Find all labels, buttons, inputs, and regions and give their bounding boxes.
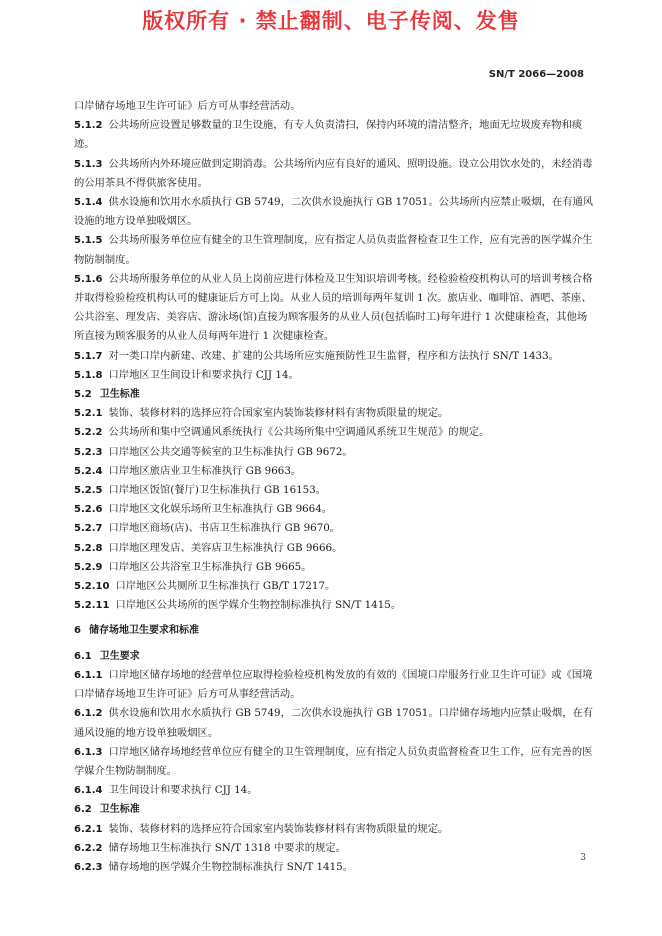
clause-5-2-8 bbox=[74, 539, 594, 558]
clause-text: 对一类口岸内新建、改建、扩建的公共场所应实施预防性卫生监督，程序和方法执行 SN/T 1433。 bbox=[108, 349, 559, 362]
clause-text: 口岸地区公共场所的医学媒介生物控制标准执行 SN/T 1415。 bbox=[115, 599, 402, 612]
clause-5-2-5 bbox=[74, 481, 594, 500]
clause-number: 5.2.4 bbox=[74, 465, 103, 477]
clause-6-1-4 bbox=[74, 781, 594, 800]
clause-number: 5.1.7 bbox=[74, 350, 103, 362]
clause-text: 公共场所服务单位的从业人员上岗前应进行体检及卫生知识培训考核。经检验检疫机构认可的培训考核合格并取得检验检疫机构认可的健康证后方可上岗。从业人员的培训每两年复训 1 次。旅店业、咖啡馆、酒吧、茶座、公共浴室、理发店、美容店、游泳场(馆)直接为顾客服务的从业人员(包括临时工)每年进行 1 次健康检查，其他场所直接为顾客服务的从业人员每两年进行 1 次健康检查。 bbox=[74, 272, 593, 343]
clause-text: 口岸地区卫生间设计和要求执行 CJJ 14。 bbox=[108, 368, 299, 381]
clause-number: 6.2.1 bbox=[74, 823, 103, 835]
clause-text: 口岸地区理发店、美容店卫生标准执行 GB 9666。 bbox=[108, 541, 343, 554]
page-number: 3 bbox=[580, 853, 586, 863]
clause-number: 6.2.3 bbox=[74, 861, 103, 873]
clause-number: 6 bbox=[74, 625, 81, 637]
copyright-banner: 版权所有 · 禁止翻制、电子传阅、发售 bbox=[142, 9, 520, 33]
section-heading-6 bbox=[74, 621, 594, 640]
clause-number: 5.2.2 bbox=[74, 427, 103, 439]
clause-number: 5.1.8 bbox=[74, 369, 103, 381]
clause-text: 口岸地区公共交通等候室的卫生标准执行 GB 9672。 bbox=[108, 445, 353, 458]
clause-6-2-3 bbox=[74, 858, 594, 877]
paragraph bbox=[74, 97, 594, 116]
clause-text: 供水设施和饮用水水质执行 GB 5749，二次供水设施执行 GB 17051。口岸储存场地内应禁止吸烟，在有通风设施的地方设单独吸烟区。 bbox=[74, 707, 594, 739]
clause-5-1-4 bbox=[74, 193, 594, 231]
clause-5-2-11 bbox=[74, 596, 594, 615]
clause-text: 供水设施和饮用水水质执行 GB 5749，二次供水设施执行 GB 17051。公共场所内应禁止吸烟，在有通风设施的地方设单独吸烟区。 bbox=[74, 196, 594, 228]
clause-number: 5.1.5 bbox=[74, 235, 103, 247]
clause-number: 5.2.10 bbox=[74, 581, 110, 593]
clause-6-2-1 bbox=[74, 820, 594, 839]
clause-number: 5.1.6 bbox=[74, 273, 103, 285]
clause-5-2-1 bbox=[74, 404, 594, 423]
clause-text: 口岸地区储存场地经营单位应有健全的卫生管理制度，应有指定人员负责监督检查卫生工作，应有完善的医学媒介生物防制制度。 bbox=[74, 745, 593, 777]
clause-5-2-4 bbox=[74, 462, 594, 481]
clause-number: 6.1.1 bbox=[74, 669, 103, 681]
clause-5-2-6 bbox=[74, 500, 594, 519]
clause-number: 5.2.9 bbox=[74, 561, 103, 573]
clause-text: 储存场地的医学媒介生物控制标准执行 SN/T 1415。 bbox=[108, 860, 353, 873]
clause-text: 口岸地区公共厕所卫生标准执行 GB/T 17217。 bbox=[115, 580, 336, 593]
clause-5-2-9 bbox=[74, 558, 594, 577]
clause-5-1-5 bbox=[74, 231, 594, 269]
clause-number: 6.1.3 bbox=[74, 746, 103, 758]
heading-text: 储存场地卫生要求和标准 bbox=[88, 625, 199, 637]
clause-5-2-7 bbox=[74, 519, 594, 538]
clause-text: 储存场地卫生标准执行 SN/T 1318 中要求的规定。 bbox=[108, 841, 346, 854]
clause-text: 公共场所服务单位应有健全的卫生管理制度，应有指定人员负责监督检查卫生工作，应有完善的医学媒介生物防制制度。 bbox=[74, 234, 593, 266]
clause-text: 口岸地区商场(店)、书店卫生标准执行 GB 9670。 bbox=[108, 522, 341, 535]
clause-number: 5.1.3 bbox=[74, 158, 103, 170]
clause-number: 5.2.1 bbox=[74, 408, 103, 420]
clause-5-1-8 bbox=[74, 366, 594, 385]
clause-number: 6.1.2 bbox=[74, 708, 103, 720]
clause-text: 装饰、装修材料的选择应符合国家室内装饰装修材料有害物质限量的规定。 bbox=[108, 822, 449, 835]
clause-6-1-2 bbox=[74, 704, 594, 742]
clause-text: 口岸地区饭馆(餐厅)卫生标准执行 GB 16153。 bbox=[108, 484, 327, 497]
clause-text: 公共场所和集中空调通风系统执行《公共场所集中空调通风系统卫生规范》的规定。 bbox=[108, 426, 490, 439]
clause-text: 口岸地区旅店业卫生标准执行 GB 9663。 bbox=[108, 464, 302, 477]
heading-text: 卫生标准 bbox=[99, 389, 140, 401]
clause-6-2-2 bbox=[74, 839, 594, 858]
clause-number: 5.2.11 bbox=[74, 600, 110, 612]
clause-5-1-6 bbox=[74, 270, 594, 347]
clause-5-1-7 bbox=[74, 347, 594, 366]
clause-number: 6.2.2 bbox=[74, 842, 103, 854]
clause-number: 5.1.4 bbox=[74, 197, 103, 209]
clause-number: 6.1 bbox=[74, 650, 92, 662]
clause-text: 公共场所内外环境应做到定期消毒。公共场所内应有良好的通风、照明设施。设立公用饮水处的，未经消毒的公用茶具不得供旅客使用。 bbox=[74, 157, 593, 189]
subsection-heading-6-2 bbox=[74, 800, 594, 819]
clause-text: 卫生间设计和要求执行 CJJ 14。 bbox=[108, 784, 258, 797]
document-body bbox=[74, 97, 594, 877]
clause-5-1-3 bbox=[74, 155, 594, 193]
clause-number: 5.2.7 bbox=[74, 523, 103, 535]
clause-number: 5.2.5 bbox=[74, 485, 103, 497]
clause-text: 装饰、装修材料的选择应符合国家室内装饰装修材料有害物质限量的规定。 bbox=[108, 407, 449, 420]
clause-6-1-3 bbox=[74, 743, 594, 781]
heading-text: 卫生标准 bbox=[99, 804, 140, 816]
clause-5-2-10 bbox=[74, 577, 594, 596]
clause-number: 5.2 bbox=[74, 389, 92, 401]
subsection-heading-6-1 bbox=[74, 647, 594, 666]
clause-number: 5.2.6 bbox=[74, 504, 103, 516]
clause-5-2-3 bbox=[74, 443, 594, 462]
subsection-heading-5-2 bbox=[74, 385, 594, 404]
clause-text: 公共场所应设置足够数量的卫生设施，有专人负责清扫，保持内环境的清洁整齐，地面无垃圾废弃物和痰迹。 bbox=[74, 119, 583, 151]
clause-number: 6.1.4 bbox=[74, 785, 103, 797]
paragraph-text: 口岸储存场地卫生许可证》后方可从事经营活动。 bbox=[74, 100, 301, 112]
clause-number: 5.2.8 bbox=[74, 542, 103, 554]
clause-text: 口岸地区文化娱乐场所卫生标准执行 GB 9664。 bbox=[108, 503, 333, 516]
clause-text: 口岸地区公共浴室卫生标准执行 GB 9665。 bbox=[108, 560, 312, 573]
clause-number: 6.2 bbox=[74, 804, 92, 816]
clause-number: 5.1.2 bbox=[74, 120, 103, 132]
clause-6-1-1 bbox=[74, 666, 594, 704]
clause-text: 口岸地区储存场地的经营单位应取得检验检疫机构发放的有效的《国境口岸服务行业卫生许可证》或《国境口岸储存场地卫生许可证》后方可从事经营活动。 bbox=[74, 668, 593, 701]
clause-5-1-2 bbox=[74, 116, 594, 154]
clause-5-2-2 bbox=[74, 423, 594, 442]
standard-code: SN/T 2066—2008 bbox=[488, 69, 584, 80]
heading-text: 卫生要求 bbox=[99, 650, 140, 662]
clause-number: 5.2.3 bbox=[74, 446, 103, 458]
